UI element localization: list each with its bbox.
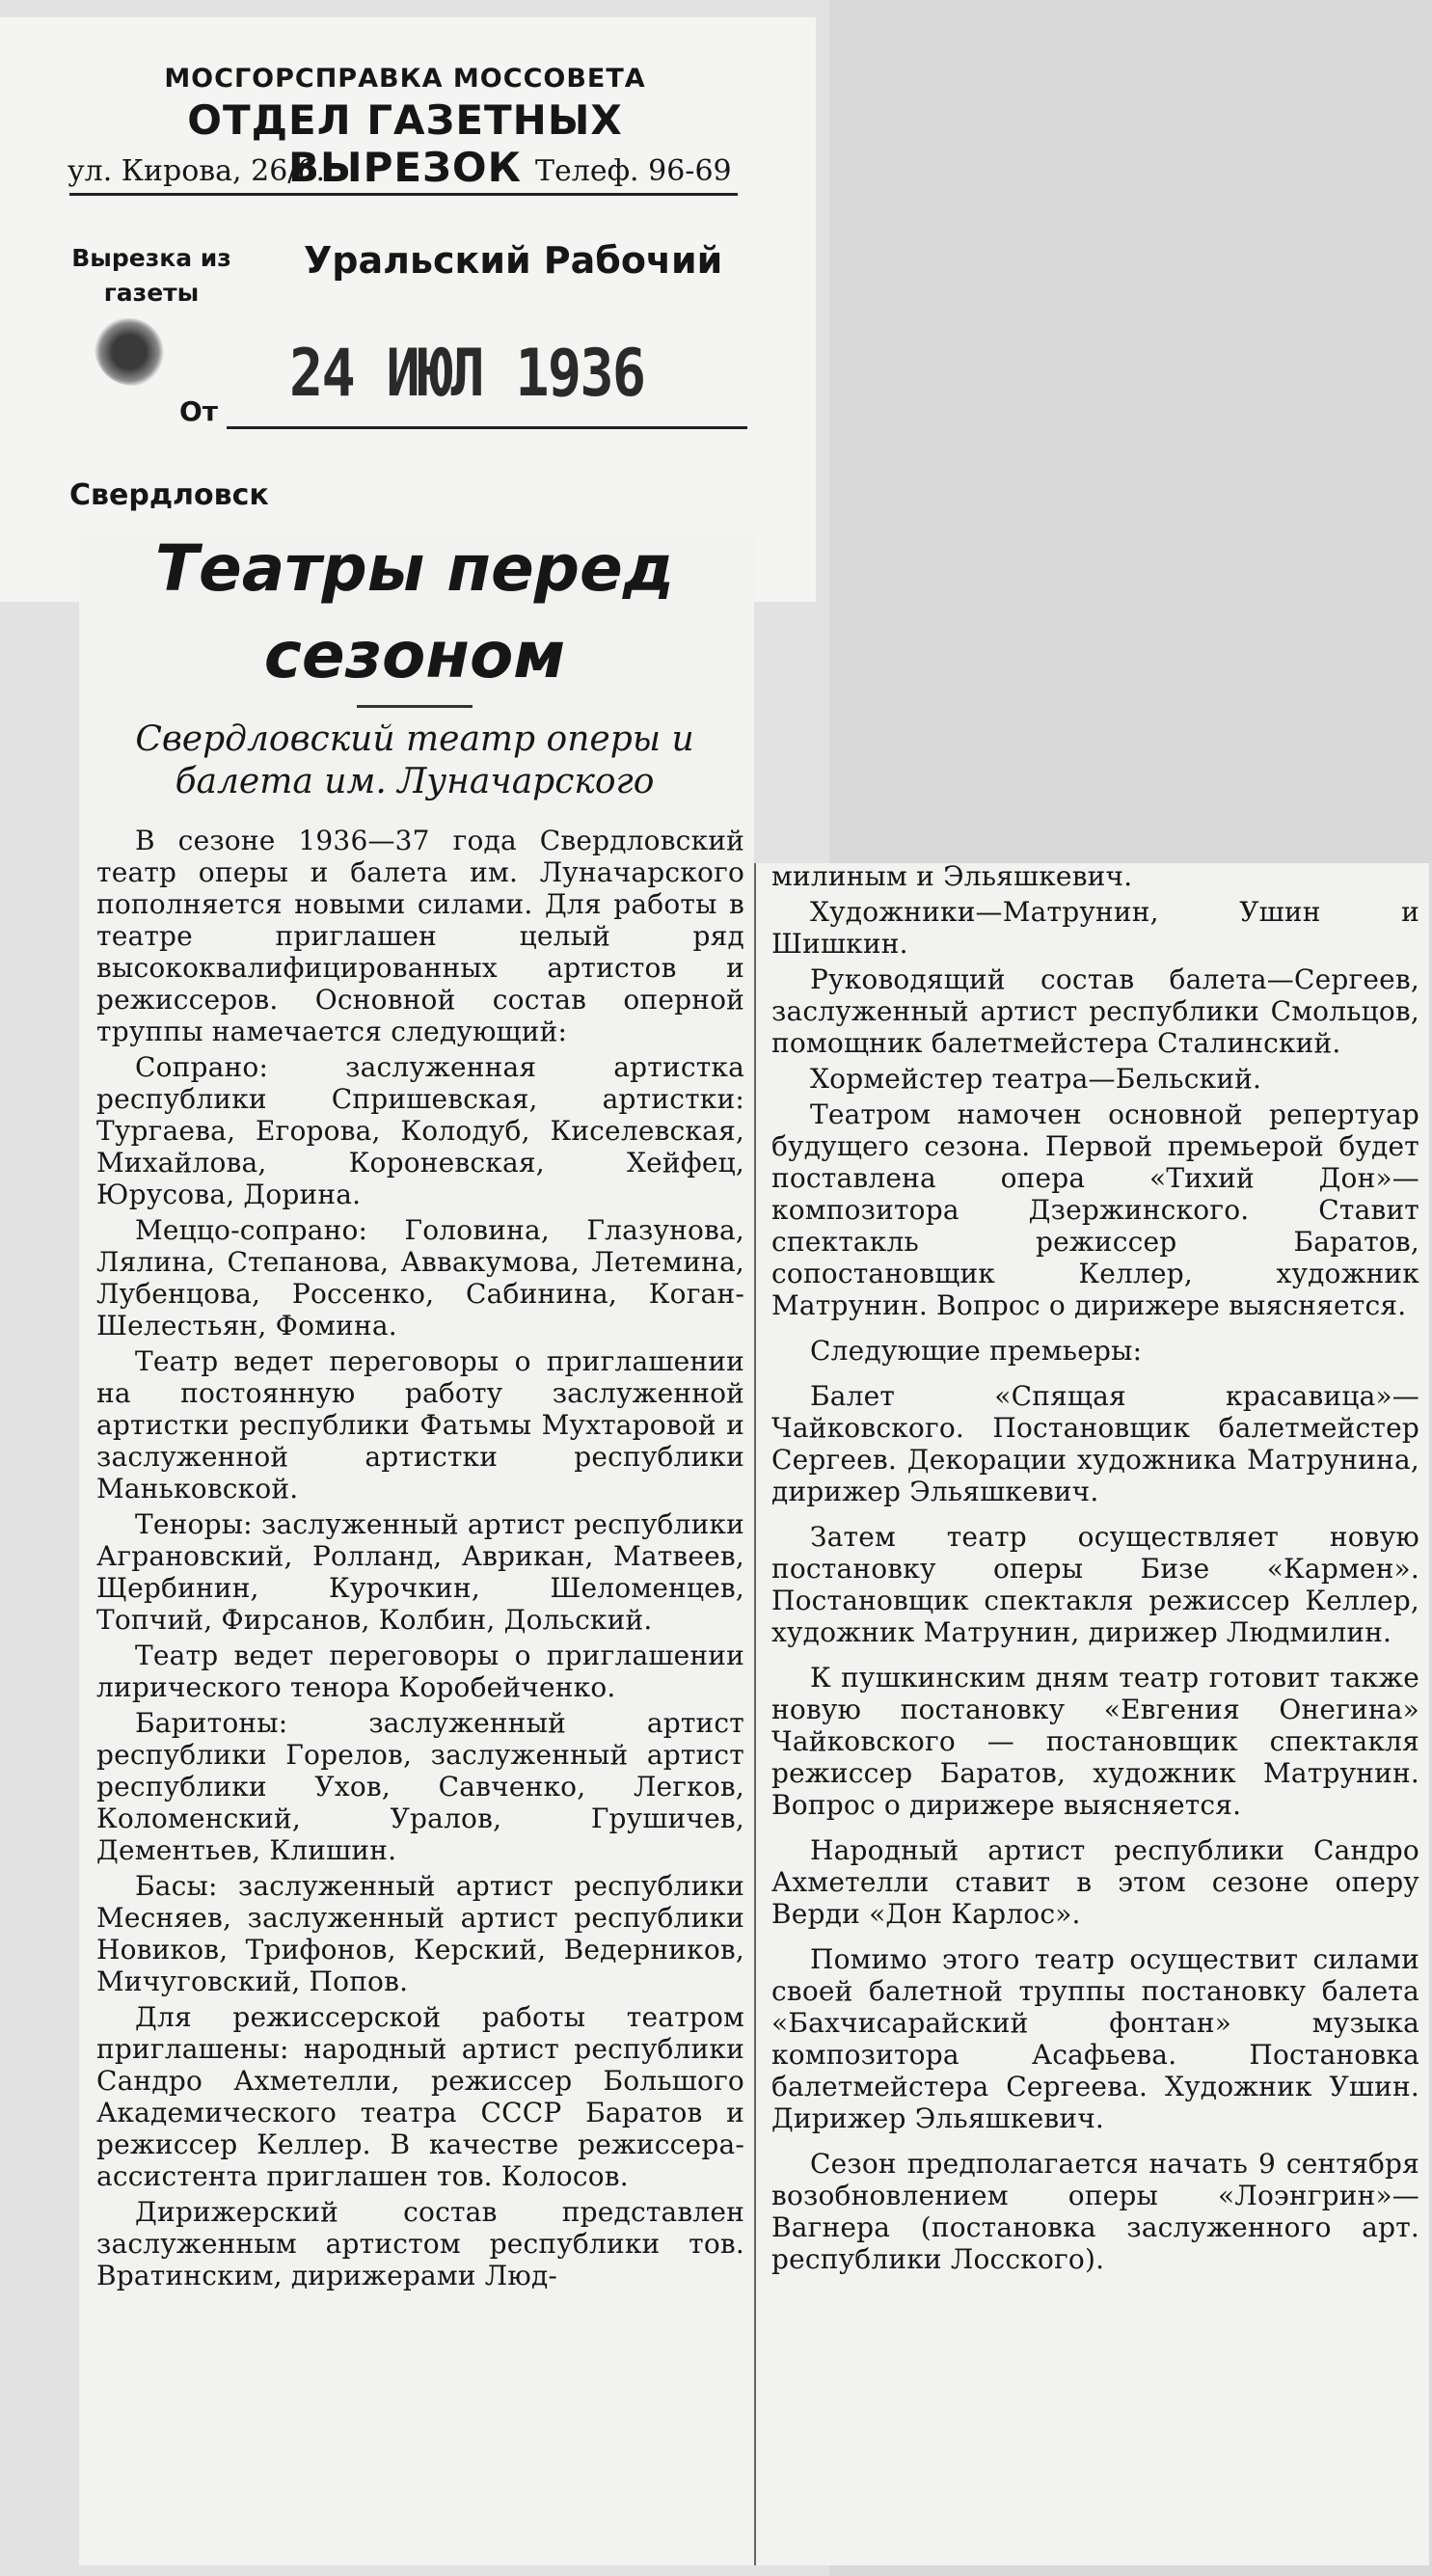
from-label: От: [179, 395, 219, 427]
paragraph: Народный артист республики Сандро Ахметелли ставит в этом сезоне оперу Верди «Дон Карлос».: [771, 1834, 1419, 1930]
article-subtitle: Свердловский театр оперы и балета им. Луначарского: [135, 719, 694, 801]
title-rule: [357, 705, 473, 708]
paragraph: Театром намочен основной репертуар будущего сезона. Первой премьерой будет поставлена опера «Тихий Дон»—композитора Дзержинского. Ставит спектакль режиссер Баратов, сопостановщик Келлер, художник Матрунин. Вопрос о дирижере выясняется.: [771, 1098, 1419, 1321]
agency-name: МОСГОРСПРАВКА МОССОВЕТА: [164, 64, 646, 94]
paragraph: К пушкинским дням театр готовит также новую постановку «Евгения Онегина» Чайковского — постановщик спектакля режиссер Баратов, художник Матрунин. Вопрос о дирижере выясняется.: [771, 1662, 1419, 1821]
agency-phone: Телеф. 96-69: [535, 154, 732, 188]
paragraph: Сопрано: заслуженная артистка республики Спришевская, артистки: Тургаева, Егорова, Колодуб, Киселевская, Михайлова, Короневская, Хейфец, Юрусова, Дорина.: [96, 1051, 744, 1210]
paragraph: Басы: заслуженный артист республики Месняев, заслуженный артист республики Новиков, Трифонов, Керский, Ведерников, Мичуговский, Попов.: [96, 1870, 744, 1997]
paragraph: милиным и Эльяшкевич.: [771, 860, 1133, 892]
article-title: Театры перед сезоном: [154, 531, 675, 692]
paragraph: Для режиссерской работы театром приглашены: народный артист республики Сандро Ахметелли, режиссер Большого Академического театра СССР Баратов и режиссер Келлер. В качестве режиссера-ассистента приглашен тов. Колосов.: [96, 2001, 744, 2192]
city-name: Свердловск: [69, 478, 269, 512]
date-stamp: 24 ИЮЛ 1936: [289, 336, 645, 412]
paragraph: Следующие премьеры:: [810, 1335, 1143, 1367]
department-name: ОТДЕЛ ГАЗЕТНЫХ ВЫРЕЗОК: [187, 96, 623, 191]
paragraph: Художники—Матрунин, Ушин и Шишкин.: [771, 896, 1419, 960]
clipping-stamp-header: [0, 17, 816, 602]
paragraph: Теноры: заслуженный артист республики Аграновский, Ролланд, Аврикан, Матвеев, Щербинин, Курочкин, Шеломенцев, Топчий, Фирсанов, Колбин, Дольский.: [96, 1508, 744, 1636]
paragraph: Хормейстер театра—Бельский.: [810, 1063, 1262, 1095]
paragraph: Театр ведет переговоры о приглашении лирического тенора Коробейченко.: [96, 1640, 744, 1703]
paragraph: Баритоны: заслуженный артист республики Горелов, заслуженный артист республики Ухов, Савченко, Легков, Коломенский, Уралов, Грушичев, Дементьев, Клишин.: [96, 1707, 744, 1866]
paragraph: Меццо-сопрано: Головина, Глазунова, Лялина, Степанова, Аввакумова, Летемина, Лубенцова, Россенко, Сабинина, Коган-Шелестьян, Фомина.: [96, 1214, 744, 1342]
paragraph: В сезоне 1936—37 года Свердловский театр оперы и балета им. Луначарского пополняется новыми силами. Для работы в театре приглашен целый ряд высококвалифицированных артистов и режиссеров. Основной состав оперной труппы намечается следующий:: [96, 825, 744, 1047]
paragraph: Сезон предполагается начать 9 сентября возобновлением оперы «Лоэнгрин»—Вагнера (постановка заслуженного арт. республики Лосского).: [771, 2148, 1419, 2275]
clipping-label: Вырезка из газеты: [71, 244, 231, 307]
ink-blot: [95, 318, 164, 386]
paragraph: Театр ведет переговоры о приглашении на постоянную работу заслуженной артистки республики Фатьмы Мухтаровой и заслуженной артистки республики Маньковской.: [96, 1345, 744, 1505]
column-divider: [754, 863, 756, 2565]
from-underline: [227, 426, 747, 429]
article-column-2: [771, 860, 1419, 2279]
newspaper-name: Уральский Рабочий: [304, 239, 723, 282]
paragraph: Руководящий состав балета—Сергеев, заслуженный артист республики Смольцов, помощник балетмейстера Сталинский.: [771, 963, 1419, 1059]
agency-address: ул. Кирова, 26/6.: [68, 154, 326, 188]
paragraph: Дирижерский состав представлен заслуженным артистом республики тов. Вратинским, дирижерами Люд-: [96, 2196, 744, 2291]
paragraph: Помимо этого театр осуществит силами своей балетной труппы постановку балета «Бахчисарайский фонтан» музыка композитора Асафьева. Постановка балетмейстера Сергеева. Художник Ушин. Дирижер Эльяшкевич.: [771, 1943, 1419, 2134]
header-rule: [69, 193, 738, 196]
paragraph: Балет «Спящая красавица»—Чайковского. Постановщик балетмейстер Сергеев. Декорации художника Матрунина, дирижер Эльяшкевич.: [771, 1380, 1419, 1507]
article-column-1: [96, 825, 744, 2295]
paragraph: Затем театр осуществляет новую постановку оперы Бизе «Кармен». Постановщик спектакля режиссер Келлер, художник Матрунин, дирижер Людмилин.: [771, 1521, 1419, 1648]
